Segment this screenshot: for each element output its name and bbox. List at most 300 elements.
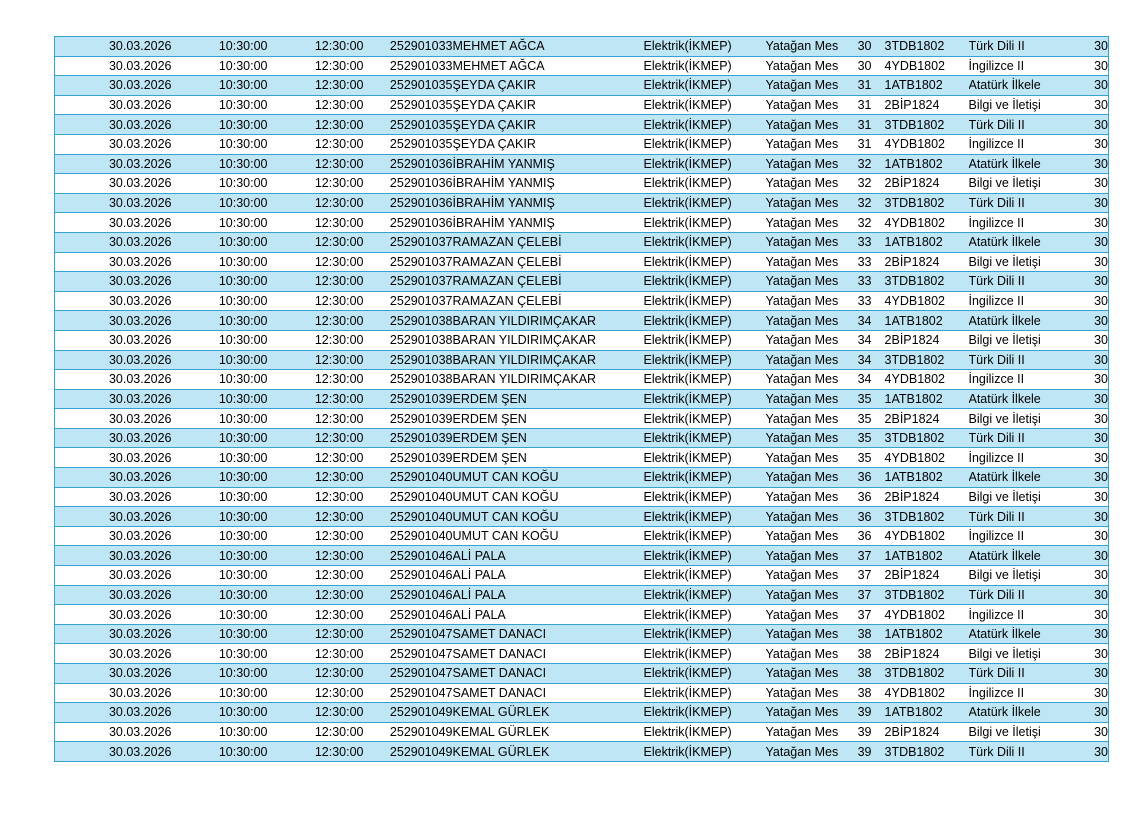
table-row[interactable] [55,487,1109,507]
seat-number-cell[interactable]: 36 [850,507,872,527]
duration-cell[interactable]: 30 [1079,232,1109,252]
seat-number-cell[interactable]: 37 [850,566,872,586]
course-name-cell[interactable]: Türk Dili II [969,507,1079,527]
course-code-cell[interactable]: BİP1824 [892,566,969,586]
department-cell[interactable]: Elektrik(İKMEP) [644,76,766,96]
start-time-cell[interactable]: 10:30:00 [172,585,268,605]
start-time-cell[interactable]: 10:30:00 [172,624,268,644]
end-time-cell[interactable]: 12:30:00 [268,272,364,292]
campus-cell[interactable]: Yatağan Mes [766,683,850,703]
course-name-cell[interactable]: Türk Dili II [969,585,1079,605]
department-cell[interactable]: Elektrik(İKMEP) [644,664,766,684]
session-order-cell[interactable]: 3 [872,742,892,762]
student-number-cell[interactable]: 252901038 [364,311,453,331]
campus-cell[interactable]: Yatağan Mes [766,703,850,723]
course-code-cell[interactable]: YDB1802 [892,291,969,311]
seat-number-cell[interactable]: 37 [850,605,872,625]
date-cell[interactable]: 30.03.2026 [55,272,172,292]
course-code-cell[interactable]: ATB1802 [892,468,969,488]
end-time-cell[interactable]: 12:30:00 [268,95,364,115]
department-cell[interactable]: Elektrik(İKMEP) [644,448,766,468]
date-cell[interactable]: 30.03.2026 [55,468,172,488]
course-name-cell[interactable]: İngilizce II [969,448,1079,468]
session-order-cell[interactable]: 1 [872,546,892,566]
session-order-cell[interactable]: 2 [872,95,892,115]
start-time-cell[interactable]: 10:30:00 [172,566,268,586]
table-row[interactable] [55,605,1109,625]
campus-cell[interactable]: Yatağan Mes [766,507,850,527]
student-name-cell[interactable]: BARAN YILDIRIMÇAKAR [453,350,644,370]
course-name-cell[interactable]: Atatürk İlkele [969,232,1079,252]
session-order-cell[interactable]: 3 [872,115,892,135]
student-number-cell[interactable]: 252901040 [364,487,453,507]
course-code-cell[interactable]: TDB1802 [892,272,969,292]
duration-cell[interactable]: 30 [1079,252,1109,272]
duration-cell[interactable]: 30 [1079,174,1109,194]
department-cell[interactable]: Elektrik(İKMEP) [644,703,766,723]
course-code-cell[interactable]: BİP1824 [892,722,969,742]
table-row[interactable] [55,703,1109,723]
session-order-cell[interactable]: 1 [872,389,892,409]
date-cell[interactable]: 30.03.2026 [55,742,172,762]
course-code-cell[interactable]: TDB1802 [892,350,969,370]
end-time-cell[interactable]: 12:30:00 [268,115,364,135]
session-order-cell[interactable]: 4 [872,370,892,390]
end-time-cell[interactable]: 12:30:00 [268,683,364,703]
date-cell[interactable]: 30.03.2026 [55,428,172,448]
duration-cell[interactable]: 30 [1079,546,1109,566]
campus-cell[interactable]: Yatağan Mes [766,291,850,311]
campus-cell[interactable]: Yatağan Mes [766,605,850,625]
campus-cell[interactable]: Yatağan Mes [766,37,850,57]
course-name-cell[interactable]: Bilgi ve İletişi [969,252,1079,272]
table-row[interactable] [55,507,1109,527]
start-time-cell[interactable]: 10:30:00 [172,311,268,331]
course-code-cell[interactable]: BİP1824 [892,409,969,429]
department-cell[interactable]: Elektrik(İKMEP) [644,546,766,566]
table-row[interactable] [55,154,1109,174]
date-cell[interactable]: 30.03.2026 [55,37,172,57]
end-time-cell[interactable]: 12:30:00 [268,174,364,194]
start-time-cell[interactable]: 10:30:00 [172,448,268,468]
department-cell[interactable]: Elektrik(İKMEP) [644,213,766,233]
student-name-cell[interactable]: RAMAZAN ÇELEBİ [453,291,644,311]
seat-number-cell[interactable]: 36 [850,468,872,488]
session-order-cell[interactable]: 2 [872,487,892,507]
department-cell[interactable]: Elektrik(İKMEP) [644,507,766,527]
end-time-cell[interactable]: 12:30:00 [268,546,364,566]
student-name-cell[interactable]: İBRAHİM YANMIŞ [453,213,644,233]
student-name-cell[interactable]: ERDEM ŞEN [453,389,644,409]
course-name-cell[interactable]: Türk Dili II [969,428,1079,448]
start-time-cell[interactable]: 10:30:00 [172,742,268,762]
start-time-cell[interactable]: 10:30:00 [172,546,268,566]
session-order-cell[interactable]: 3 [872,428,892,448]
course-code-cell[interactable]: TDB1802 [892,115,969,135]
date-cell[interactable]: 30.03.2026 [55,683,172,703]
student-number-cell[interactable]: 252901038 [364,370,453,390]
table-row[interactable] [55,664,1109,684]
session-order-cell[interactable]: 3 [872,585,892,605]
student-name-cell[interactable]: UMUT CAN KOĞU [453,468,644,488]
table-row[interactable] [55,134,1109,154]
student-number-cell[interactable]: 252901039 [364,389,453,409]
student-number-cell[interactable]: 252901047 [364,664,453,684]
course-code-cell[interactable]: BİP1824 [892,95,969,115]
course-name-cell[interactable]: İngilizce II [969,56,1079,76]
campus-cell[interactable]: Yatağan Mes [766,409,850,429]
session-order-cell[interactable]: 3 [872,193,892,213]
department-cell[interactable]: Elektrik(İKMEP) [644,683,766,703]
date-cell[interactable]: 30.03.2026 [55,174,172,194]
course-code-cell[interactable]: YDB1802 [892,370,969,390]
duration-cell[interactable]: 30 [1079,507,1109,527]
start-time-cell[interactable]: 10:30:00 [172,703,268,723]
student-name-cell[interactable]: SAMET DANACI [453,644,644,664]
student-name-cell[interactable]: ERDEM ŞEN [453,448,644,468]
student-number-cell[interactable]: 252901046 [364,566,453,586]
course-name-cell[interactable]: İngilizce II [969,134,1079,154]
student-name-cell[interactable]: ALİ PALA [453,585,644,605]
duration-cell[interactable]: 30 [1079,56,1109,76]
department-cell[interactable]: Elektrik(İKMEP) [644,605,766,625]
end-time-cell[interactable]: 12:30:00 [268,507,364,527]
student-name-cell[interactable]: BARAN YILDIRIMÇAKAR [453,311,644,331]
campus-cell[interactable]: Yatağan Mes [766,154,850,174]
start-time-cell[interactable]: 10:30:00 [172,213,268,233]
student-number-cell[interactable]: 252901049 [364,742,453,762]
table-row[interactable] [55,252,1109,272]
student-number-cell[interactable]: 252901035 [364,115,453,135]
course-name-cell[interactable]: Bilgi ve İletişi [969,487,1079,507]
campus-cell[interactable]: Yatağan Mes [766,115,850,135]
department-cell[interactable]: Elektrik(İKMEP) [644,56,766,76]
course-code-cell[interactable]: TDB1802 [892,585,969,605]
seat-number-cell[interactable]: 34 [850,370,872,390]
date-cell[interactable]: 30.03.2026 [55,76,172,96]
start-time-cell[interactable]: 10:30:00 [172,37,268,57]
department-cell[interactable]: Elektrik(İKMEP) [644,272,766,292]
campus-cell[interactable]: Yatağan Mes [766,546,850,566]
start-time-cell[interactable]: 10:30:00 [172,370,268,390]
date-cell[interactable]: 30.03.2026 [55,507,172,527]
date-cell[interactable]: 30.03.2026 [55,624,172,644]
student-number-cell[interactable]: 252901039 [364,448,453,468]
course-name-cell[interactable]: Atatürk İlkele [969,154,1079,174]
date-cell[interactable]: 30.03.2026 [55,644,172,664]
seat-number-cell[interactable]: 35 [850,409,872,429]
student-name-cell[interactable]: SAMET DANACI [453,664,644,684]
table-row[interactable] [55,330,1109,350]
date-cell[interactable]: 30.03.2026 [55,526,172,546]
student-name-cell[interactable]: ŞEYDA ÇAKIR [453,134,644,154]
department-cell[interactable]: Elektrik(İKMEP) [644,566,766,586]
date-cell[interactable]: 30.03.2026 [55,566,172,586]
session-order-cell[interactable]: 4 [872,134,892,154]
student-number-cell[interactable]: 252901040 [364,526,453,546]
seat-number-cell[interactable]: 32 [850,154,872,174]
table-row[interactable] [55,350,1109,370]
student-name-cell[interactable]: ŞEYDA ÇAKIR [453,95,644,115]
session-order-cell[interactable]: 4 [872,683,892,703]
date-cell[interactable]: 30.03.2026 [55,134,172,154]
table-row[interactable] [55,76,1109,96]
course-code-cell[interactable]: BİP1824 [892,252,969,272]
table-row[interactable] [55,566,1109,586]
date-cell[interactable]: 30.03.2026 [55,350,172,370]
course-code-cell[interactable]: ATB1802 [892,154,969,174]
course-name-cell[interactable]: Türk Dili II [969,115,1079,135]
department-cell[interactable]: Elektrik(İKMEP) [644,370,766,390]
table-row[interactable] [55,722,1109,742]
duration-cell[interactable]: 30 [1079,291,1109,311]
seat-number-cell[interactable]: 31 [850,115,872,135]
date-cell[interactable]: 30.03.2026 [55,409,172,429]
session-order-cell[interactable]: 1 [872,311,892,331]
course-name-cell[interactable]: Türk Dili II [969,664,1079,684]
duration-cell[interactable]: 30 [1079,703,1109,723]
end-time-cell[interactable]: 12:30:00 [268,644,364,664]
department-cell[interactable]: Elektrik(İKMEP) [644,389,766,409]
course-name-cell[interactable]: Bilgi ve İletişi [969,722,1079,742]
student-name-cell[interactable]: SAMET DANACI [453,624,644,644]
campus-cell[interactable]: Yatağan Mes [766,193,850,213]
campus-cell[interactable]: Yatağan Mes [766,56,850,76]
duration-cell[interactable]: 30 [1079,722,1109,742]
date-cell[interactable]: 30.03.2026 [55,546,172,566]
start-time-cell[interactable]: 10:30:00 [172,644,268,664]
campus-cell[interactable]: Yatağan Mes [766,272,850,292]
duration-cell[interactable]: 30 [1079,526,1109,546]
course-name-cell[interactable]: Türk Dili II [969,193,1079,213]
campus-cell[interactable]: Yatağan Mes [766,330,850,350]
course-name-cell[interactable]: Bilgi ve İletişi [969,566,1079,586]
table-row[interactable] [55,526,1109,546]
student-number-cell[interactable]: 252901036 [364,213,453,233]
date-cell[interactable]: 30.03.2026 [55,56,172,76]
end-time-cell[interactable]: 12:30:00 [268,487,364,507]
student-name-cell[interactable]: UMUT CAN KOĞU [453,507,644,527]
course-name-cell[interactable]: İngilizce II [969,291,1079,311]
course-code-cell[interactable]: TDB1802 [892,428,969,448]
duration-cell[interactable]: 30 [1079,350,1109,370]
student-name-cell[interactable]: ALİ PALA [453,566,644,586]
start-time-cell[interactable]: 10:30:00 [172,605,268,625]
seat-number-cell[interactable]: 33 [850,252,872,272]
campus-cell[interactable]: Yatağan Mes [766,428,850,448]
start-time-cell[interactable]: 10:30:00 [172,428,268,448]
student-number-cell[interactable]: 252901038 [364,330,453,350]
end-time-cell[interactable]: 12:30:00 [268,664,364,684]
date-cell[interactable]: 30.03.2026 [55,291,172,311]
end-time-cell[interactable]: 12:30:00 [268,232,364,252]
seat-number-cell[interactable]: 35 [850,448,872,468]
department-cell[interactable]: Elektrik(İKMEP) [644,134,766,154]
duration-cell[interactable]: 30 [1079,448,1109,468]
campus-cell[interactable]: Yatağan Mes [766,722,850,742]
session-order-cell[interactable]: 2 [872,409,892,429]
date-cell[interactable]: 30.03.2026 [55,585,172,605]
session-order-cell[interactable]: 2 [872,174,892,194]
student-name-cell[interactable]: RAMAZAN ÇELEBİ [453,272,644,292]
department-cell[interactable]: Elektrik(İKMEP) [644,742,766,762]
seat-number-cell[interactable]: 36 [850,487,872,507]
department-cell[interactable]: Elektrik(İKMEP) [644,624,766,644]
start-time-cell[interactable]: 10:30:00 [172,95,268,115]
seat-number-cell[interactable]: 33 [850,232,872,252]
student-number-cell[interactable]: 252901047 [364,683,453,703]
seat-number-cell[interactable]: 34 [850,311,872,331]
duration-cell[interactable]: 30 [1079,428,1109,448]
student-number-cell[interactable]: 252901039 [364,428,453,448]
end-time-cell[interactable]: 12:30:00 [268,56,364,76]
course-name-cell[interactable]: Bilgi ve İletişi [969,95,1079,115]
duration-cell[interactable]: 30 [1079,115,1109,135]
department-cell[interactable]: Elektrik(İKMEP) [644,428,766,448]
duration-cell[interactable]: 30 [1079,742,1109,762]
course-name-cell[interactable]: Türk Dili II [969,272,1079,292]
course-code-cell[interactable]: ATB1802 [892,232,969,252]
table-row[interactable] [55,546,1109,566]
course-code-cell[interactable]: ATB1802 [892,624,969,644]
session-order-cell[interactable]: 4 [872,526,892,546]
table-row[interactable] [55,370,1109,390]
end-time-cell[interactable]: 12:30:00 [268,409,364,429]
end-time-cell[interactable]: 12:30:00 [268,76,364,96]
student-number-cell[interactable]: 252901037 [364,232,453,252]
duration-cell[interactable]: 30 [1079,605,1109,625]
campus-cell[interactable]: Yatağan Mes [766,213,850,233]
department-cell[interactable]: Elektrik(İKMEP) [644,311,766,331]
duration-cell[interactable]: 30 [1079,193,1109,213]
end-time-cell[interactable]: 12:30:00 [268,389,364,409]
date-cell[interactable]: 30.03.2026 [55,664,172,684]
student-number-cell[interactable]: 252901046 [364,546,453,566]
table-row[interactable] [55,193,1109,213]
end-time-cell[interactable]: 12:30:00 [268,624,364,644]
campus-cell[interactable]: Yatağan Mes [766,350,850,370]
student-name-cell[interactable]: KEMAL GÜRLEK [453,742,644,762]
date-cell[interactable]: 30.03.2026 [55,311,172,331]
campus-cell[interactable]: Yatağan Mes [766,566,850,586]
campus-cell[interactable]: Yatağan Mes [766,487,850,507]
seat-number-cell[interactable]: 39 [850,722,872,742]
student-name-cell[interactable]: ŞEYDA ÇAKIR [453,76,644,96]
session-order-cell[interactable]: 2 [872,566,892,586]
seat-number-cell[interactable]: 38 [850,664,872,684]
duration-cell[interactable]: 30 [1079,683,1109,703]
seat-number-cell[interactable]: 30 [850,37,872,57]
student-number-cell[interactable]: 252901035 [364,95,453,115]
table-row[interactable] [55,448,1109,468]
department-cell[interactable]: Elektrik(İKMEP) [644,193,766,213]
end-time-cell[interactable]: 12:30:00 [268,703,364,723]
session-order-cell[interactable]: 1 [872,232,892,252]
date-cell[interactable]: 30.03.2026 [55,232,172,252]
seat-number-cell[interactable]: 31 [850,95,872,115]
date-cell[interactable]: 30.03.2026 [55,389,172,409]
end-time-cell[interactable]: 12:30:00 [268,37,364,57]
course-name-cell[interactable]: Atatürk İlkele [969,546,1079,566]
student-number-cell[interactable]: 252901035 [364,76,453,96]
course-name-cell[interactable]: Türk Dili II [969,350,1079,370]
session-order-cell[interactable]: 3 [872,37,892,57]
course-name-cell[interactable]: Bilgi ve İletişi [969,174,1079,194]
campus-cell[interactable]: Yatağan Mes [766,389,850,409]
session-order-cell[interactable]: 4 [872,291,892,311]
seat-number-cell[interactable]: 35 [850,428,872,448]
end-time-cell[interactable]: 12:30:00 [268,134,364,154]
date-cell[interactable]: 30.03.2026 [55,252,172,272]
session-order-cell[interactable]: 1 [872,703,892,723]
department-cell[interactable]: Elektrik(İKMEP) [644,95,766,115]
seat-number-cell[interactable]: 38 [850,683,872,703]
course-code-cell[interactable]: YDB1802 [892,56,969,76]
start-time-cell[interactable]: 10:30:00 [172,232,268,252]
campus-cell[interactable]: Yatağan Mes [766,448,850,468]
session-order-cell[interactable]: 4 [872,56,892,76]
student-name-cell[interactable]: KEMAL GÜRLEK [453,722,644,742]
end-time-cell[interactable]: 12:30:00 [268,291,364,311]
student-name-cell[interactable]: ERDEM ŞEN [453,428,644,448]
table-row[interactable] [55,291,1109,311]
end-time-cell[interactable]: 12:30:00 [268,154,364,174]
duration-cell[interactable]: 30 [1079,585,1109,605]
student-name-cell[interactable]: MEHMET AĞCA [453,56,644,76]
end-time-cell[interactable]: 12:30:00 [268,566,364,586]
table-row[interactable] [55,95,1109,115]
student-name-cell[interactable]: BARAN YILDIRIMÇAKAR [453,330,644,350]
course-code-cell[interactable]: TDB1802 [892,193,969,213]
course-code-cell[interactable]: YDB1802 [892,448,969,468]
date-cell[interactable]: 30.03.2026 [55,330,172,350]
table-row[interactable] [55,389,1109,409]
end-time-cell[interactable]: 12:30:00 [268,428,364,448]
end-time-cell[interactable]: 12:30:00 [268,193,364,213]
start-time-cell[interactable]: 10:30:00 [172,76,268,96]
course-name-cell[interactable]: İngilizce II [969,605,1079,625]
course-name-cell[interactable]: Atatürk İlkele [969,76,1079,96]
table-row[interactable] [55,468,1109,488]
seat-number-cell[interactable]: 30 [850,56,872,76]
course-code-cell[interactable]: BİP1824 [892,174,969,194]
start-time-cell[interactable]: 10:30:00 [172,409,268,429]
course-code-cell[interactable]: ATB1802 [892,76,969,96]
duration-cell[interactable]: 30 [1079,409,1109,429]
start-time-cell[interactable]: 10:30:00 [172,154,268,174]
end-time-cell[interactable]: 12:30:00 [268,742,364,762]
date-cell[interactable]: 30.03.2026 [55,95,172,115]
campus-cell[interactable]: Yatağan Mes [766,644,850,664]
course-name-cell[interactable]: İngilizce II [969,370,1079,390]
session-order-cell[interactable]: 1 [872,154,892,174]
date-cell[interactable]: 30.03.2026 [55,487,172,507]
start-time-cell[interactable]: 10:30:00 [172,350,268,370]
duration-cell[interactable]: 30 [1079,389,1109,409]
start-time-cell[interactable]: 10:30:00 [172,487,268,507]
date-cell[interactable]: 30.03.2026 [55,193,172,213]
course-code-cell[interactable]: BİP1824 [892,330,969,350]
seat-number-cell[interactable]: 39 [850,703,872,723]
duration-cell[interactable]: 30 [1079,468,1109,488]
campus-cell[interactable]: Yatağan Mes [766,174,850,194]
course-code-cell[interactable]: YDB1802 [892,605,969,625]
campus-cell[interactable]: Yatağan Mes [766,526,850,546]
seat-number-cell[interactable]: 38 [850,644,872,664]
course-code-cell[interactable]: ATB1802 [892,311,969,331]
start-time-cell[interactable]: 10:30:00 [172,291,268,311]
date-cell[interactable]: 30.03.2026 [55,448,172,468]
